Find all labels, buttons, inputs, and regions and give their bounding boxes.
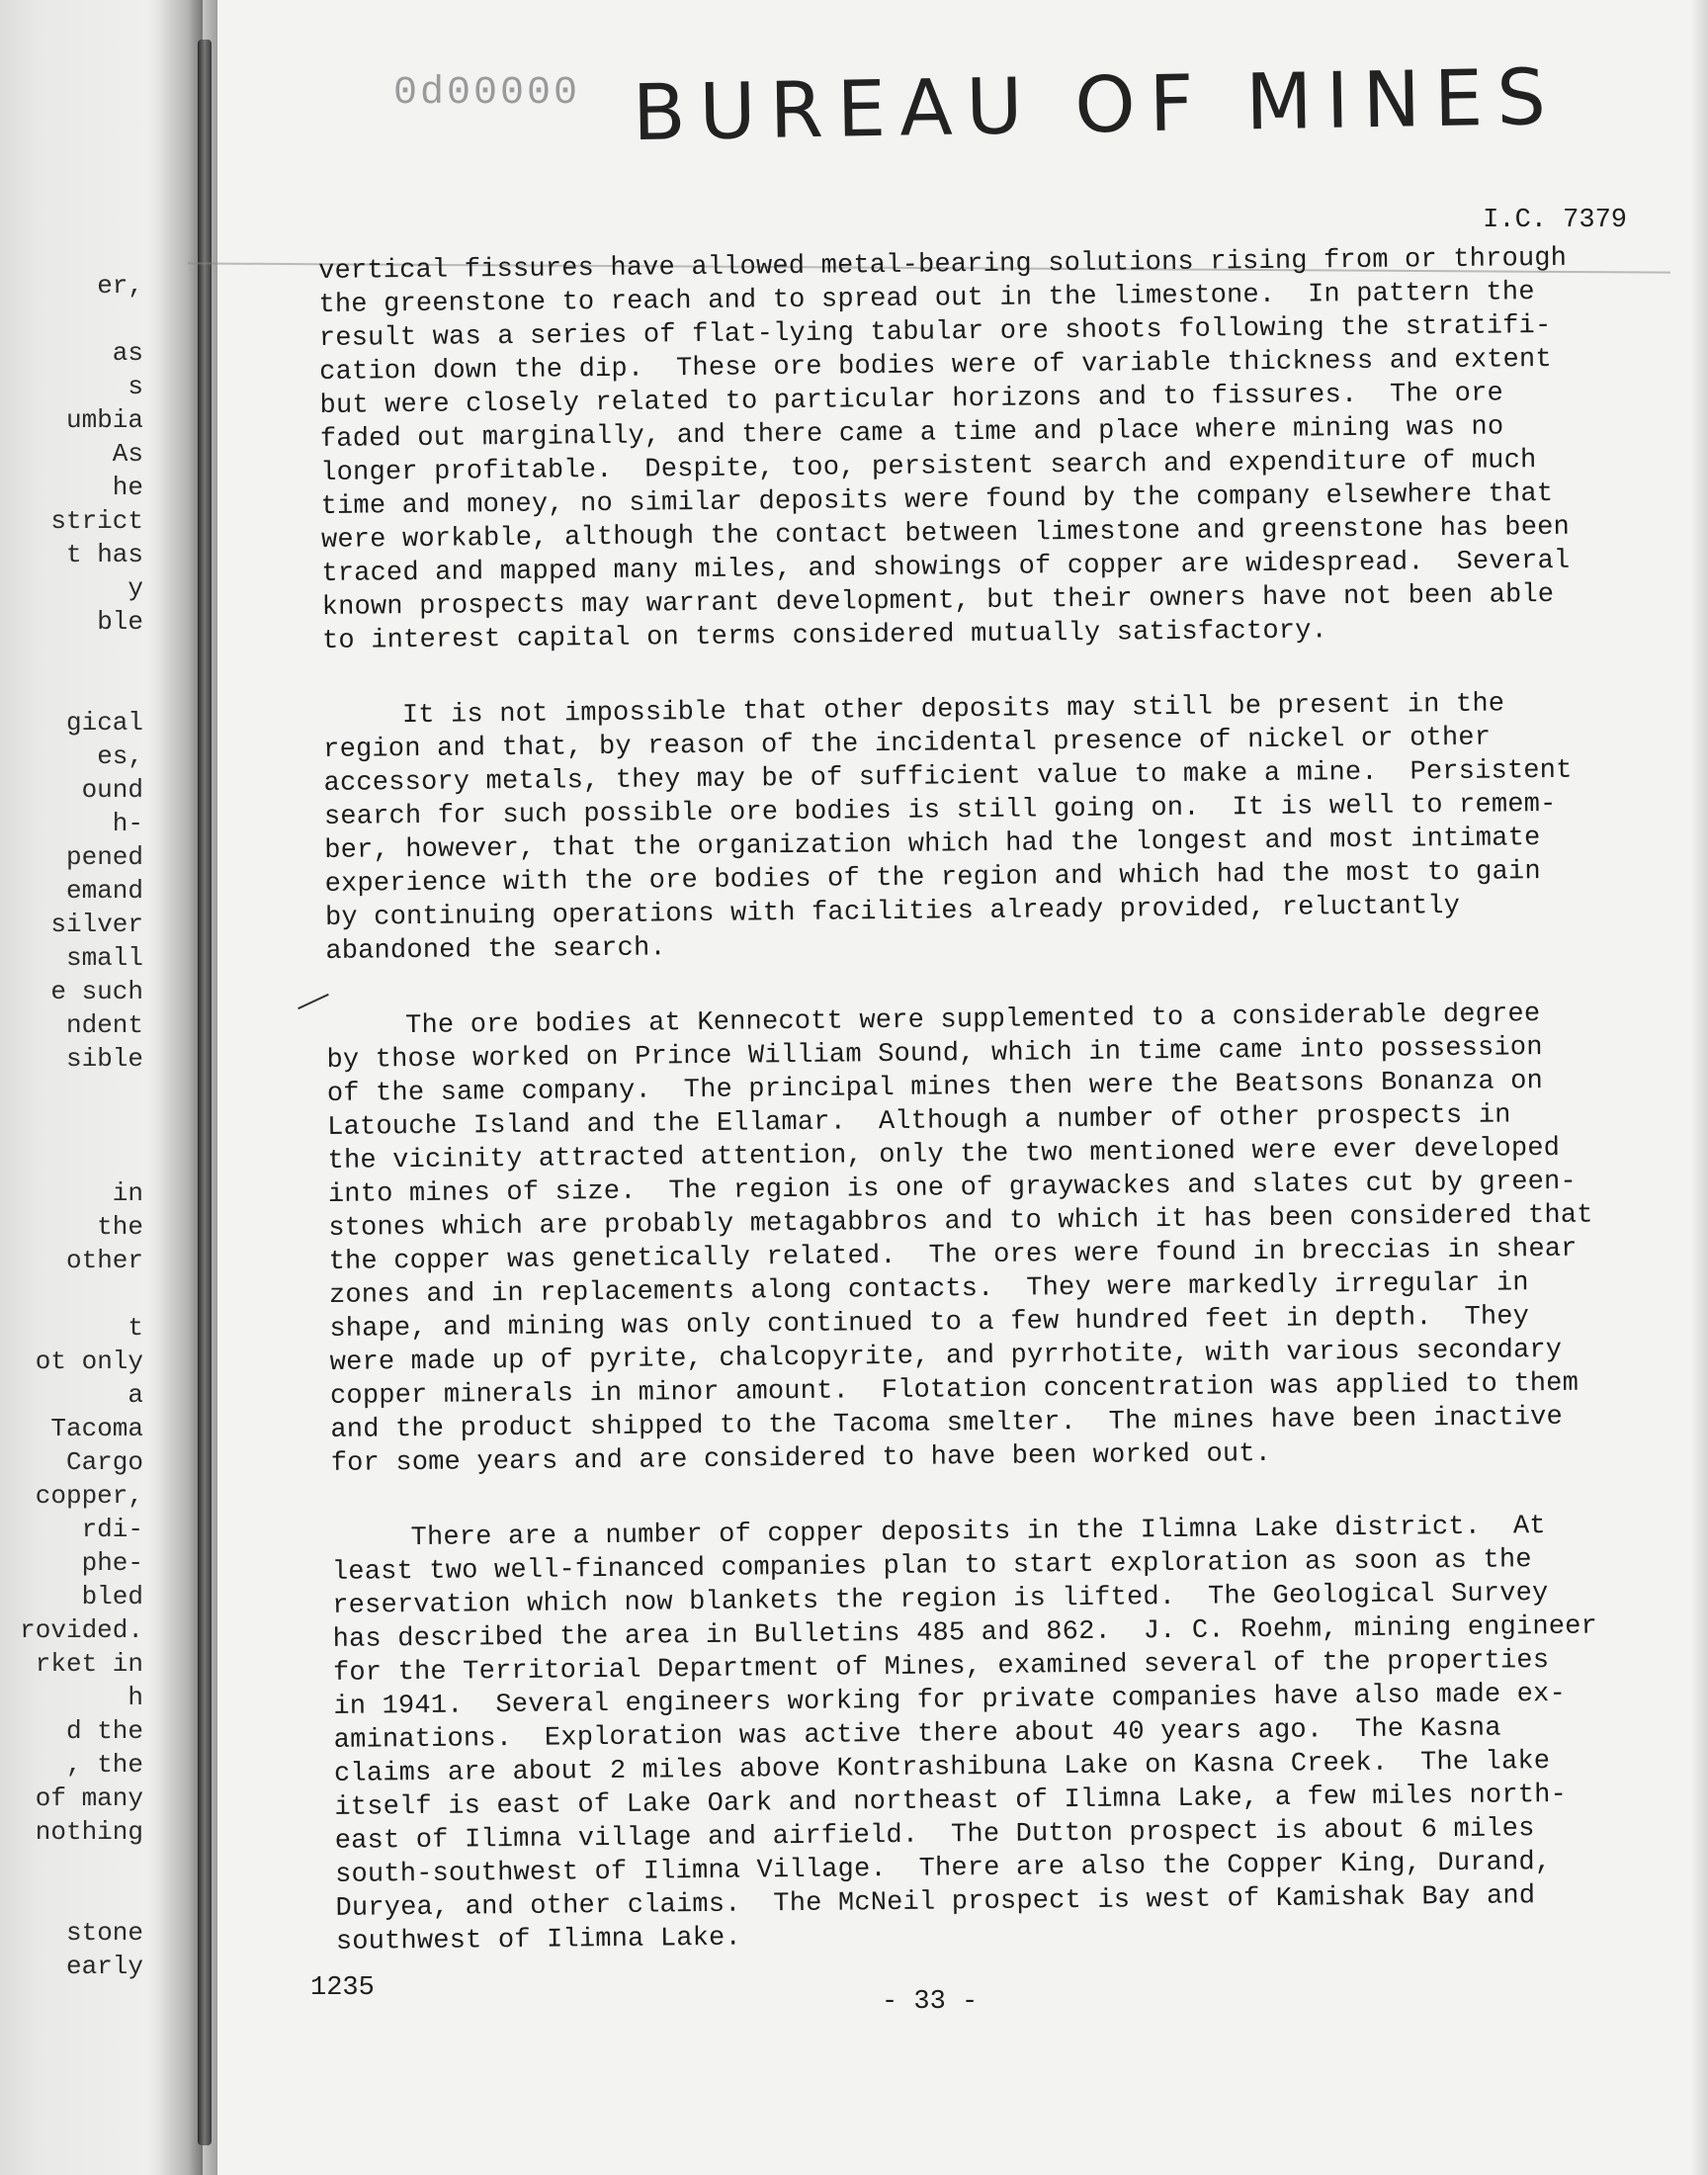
facing-page-fragment: sible bbox=[65, 1044, 143, 1074]
facing-page-fragment: rdi- bbox=[81, 1515, 143, 1544]
text-line: cation down the dip. These ore bodies were of variable thickness and extent bbox=[319, 344, 1552, 388]
text-line: accessory metals, they may be of sufficient value to make a mine. Persistent bbox=[323, 755, 1573, 799]
text-line: the vicinity attracted attention, only the two mentioned were ever developed bbox=[327, 1133, 1561, 1176]
paragraph bbox=[326, 997, 1656, 1481]
text-line: abandoned the search. bbox=[325, 933, 666, 967]
text-line: zones and in replacements along contacts. They were markedly irregular in bbox=[328, 1268, 1529, 1311]
facing-page-fragment: nothing bbox=[20, 1817, 143, 1847]
text-line: to interest capital on terms considered mutually satisfactory. bbox=[321, 616, 1328, 656]
text-line: experience with the ore bodies of the region and which had the most to gain bbox=[324, 857, 1541, 900]
facing-page-fragment: rovided. bbox=[20, 1615, 143, 1645]
facing-page-fragment: gical bbox=[65, 708, 143, 738]
footer-number: 1235 bbox=[310, 1973, 375, 2003]
text-line: least two well-financed companies plan to start exploration as soon as the bbox=[331, 1545, 1532, 1588]
text-line: result was a series of flat-lying tabular ore shoots following the stratifi- bbox=[318, 310, 1552, 354]
text-line: were workable, although the contact between limestone and greenstone has been bbox=[320, 512, 1571, 556]
facing-page-fragment: emand bbox=[65, 876, 143, 906]
text-line: were made up of pyrite, chalcopyrite, and pyrrhotite, with various secondary bbox=[329, 1335, 1563, 1378]
document-stamp: 0d00000 bbox=[393, 71, 581, 116]
facing-page-fragment: t has bbox=[65, 540, 143, 569]
facing-page-fragment: stone bbox=[65, 1918, 143, 1948]
text-line: for the Territorial Department of Mines, examined several of the properties bbox=[332, 1646, 1550, 1689]
text-line: claims are about 2 miles above Kontrashibuna Lake on Kasna Creek. The lake bbox=[333, 1747, 1551, 1789]
facing-page-fragment: rket in bbox=[35, 1649, 143, 1679]
text-line: the greenstone to reach and to spread out in the limestone. In pattern the bbox=[318, 278, 1535, 320]
text-line: for some years and are considered to have been worked out. bbox=[330, 1438, 1272, 1479]
body-text bbox=[318, 241, 1661, 2001]
paragraph bbox=[318, 241, 1647, 658]
facing-page-fragment: pened bbox=[65, 842, 143, 872]
text-line: ber, however, that the organization which had the longest and most intimate bbox=[324, 824, 1541, 866]
facing-page-fragment: h- bbox=[112, 809, 143, 838]
facing-page-fragment: y bbox=[128, 573, 143, 603]
text-line: by continuing operations with facilities already provided, reluctantly bbox=[324, 891, 1461, 933]
text-line: longer profitable. Despite, too, persistent search and expenditure of much bbox=[320, 446, 1537, 488]
text-line: into mines of size. The region is one of graywackes and slates cut by green- bbox=[327, 1167, 1578, 1210]
facing-page-fragment: strict bbox=[50, 506, 143, 536]
binding-edge bbox=[198, 40, 212, 2145]
paragraph bbox=[323, 686, 1651, 969]
facing-page-fragment: a bbox=[112, 1380, 143, 1410]
facing-page-fragment: other bbox=[65, 1246, 143, 1275]
text-line: has described the area in Bulletins 485 and 862. J. C. Roehm, mining engineer bbox=[332, 1611, 1598, 1655]
text-line: south-southwest of Ilimna Village. There are also the Copper King, Durand, bbox=[335, 1848, 1552, 1890]
facing-page-fragment: ound bbox=[81, 775, 143, 805]
text-line: east of Ilimna village and airfield. The Dutton prospect is about 6 miles bbox=[334, 1814, 1535, 1857]
facing-page-fragment: of many bbox=[20, 1784, 143, 1813]
text-line: copper minerals in minor amount. Flotation concentration was applied to them bbox=[329, 1368, 1580, 1412]
facing-page-fragment: bled bbox=[81, 1582, 143, 1611]
text-line: and the product shipped to the Tacoma smelter. The mines have been inactive bbox=[330, 1402, 1564, 1445]
facing-page-fragment: early bbox=[65, 1952, 143, 1981]
page-edge bbox=[1690, 0, 1708, 2175]
text-line: It is not impossible that other deposits may still be present in the bbox=[401, 689, 1505, 732]
facing-page-fragment: in bbox=[97, 1178, 143, 1208]
paragraph bbox=[331, 1509, 1661, 1959]
facing-page-fragment: ble bbox=[97, 607, 143, 637]
text-line: There are a number of copper deposits in the Ilimna Lake district. At bbox=[410, 1512, 1546, 1554]
text-line: itself is east of Lake Oark and northeast of Ilimna Lake, a few miles north- bbox=[334, 1780, 1568, 1823]
text-line: the copper was genetically related. The ores were found in breccias in shear bbox=[328, 1234, 1578, 1277]
text-line: shape, and mining was only continued to a few hundred feet in depth. They bbox=[329, 1302, 1530, 1345]
text-line: Latouche Island and the Ellamar. Although a number of other prospects in bbox=[327, 1100, 1511, 1143]
text-line: region and that, by reason of the incidental presence of nickel or other bbox=[323, 723, 1492, 765]
facing-page-fragment: ot only bbox=[35, 1347, 143, 1376]
facing-page-fragment: d the bbox=[65, 1716, 143, 1746]
text-line: in 1941. Several engineers working for private companies have also made ex- bbox=[333, 1679, 1567, 1722]
page-number: - 33 - bbox=[882, 1987, 979, 2017]
text-line: The ore bodies at Kennecott were supplemented to a considerable degree bbox=[405, 1000, 1541, 1042]
facing-page-fragment: small bbox=[50, 943, 143, 973]
facing-page-fragment: silver bbox=[35, 910, 143, 939]
text-line: faded out marginally, and there came a time and place where mining was no bbox=[319, 412, 1504, 455]
text-line: of the same company. The principal mines then were the Beatsons Bonanza on bbox=[326, 1067, 1544, 1109]
facing-page-fragment: Cargo bbox=[50, 1447, 143, 1477]
facing-page-fragment: es, bbox=[97, 741, 143, 771]
text-line: known prospects may warrant development, but their owners have not been able bbox=[321, 579, 1555, 623]
text-line: stones which are probably metagabbros and to which it has been considered that bbox=[328, 1200, 1593, 1244]
document-number: I.C. 7379 bbox=[1483, 206, 1627, 235]
facing-page-fragment: e such bbox=[50, 977, 143, 1006]
text-line: traced and mapped many miles, and showings of copper are widespread. Several bbox=[321, 546, 1571, 589]
facing-page-fragment: s bbox=[128, 372, 143, 401]
facing-page-fragment: umbia bbox=[65, 405, 143, 435]
facing-page-fragment: phe- bbox=[65, 1548, 143, 1578]
facing-page-fragment: as bbox=[112, 338, 143, 368]
facing-page-fragment: As bbox=[97, 439, 143, 469]
facing-page-fragment: Tacoma bbox=[35, 1414, 143, 1443]
text-line: reservation which now blankets the region is lifted. The Geological Survey bbox=[332, 1579, 1549, 1621]
text-line: southwest of Ilimna Lake. bbox=[335, 1923, 742, 1958]
text-line: aminations. Exploration was active there about 40 years ago. The Kasna bbox=[333, 1713, 1501, 1756]
text-line: Duryea, and other claims. The McNeil prospect is west of Kamishak Bay and bbox=[335, 1881, 1536, 1924]
pencil-mark bbox=[298, 994, 329, 1009]
facing-page-fragment: the bbox=[81, 1212, 143, 1242]
text-line: time and money, no similar deposits were found by the company elsewhere that bbox=[320, 478, 1554, 522]
facing-page-fragment: h bbox=[128, 1683, 143, 1712]
facing-page-fragment: copper, bbox=[20, 1481, 143, 1511]
text-line: search for such possible ore bodies is still going on. It is well to remem- bbox=[323, 789, 1557, 832]
facing-page-fragment: ndent bbox=[65, 1010, 143, 1040]
facing-page-fragment: t bbox=[128, 1313, 143, 1343]
handwritten-title: BUREAU OF MINES bbox=[632, 52, 1561, 159]
text-line: by those worked on Prince William Sound, which in time came into possession bbox=[326, 1033, 1543, 1076]
text-line: vertical fissures have allowed metal-bearing solutions rising from or through bbox=[318, 243, 1568, 287]
facing-page-fragment: , the bbox=[65, 1750, 143, 1780]
facing-page-fragment: er, bbox=[97, 271, 143, 301]
facing-page-fragment: he bbox=[112, 473, 143, 502]
text-line: but were closely related to particular horizons and to fissures. The ore bbox=[319, 379, 1504, 421]
